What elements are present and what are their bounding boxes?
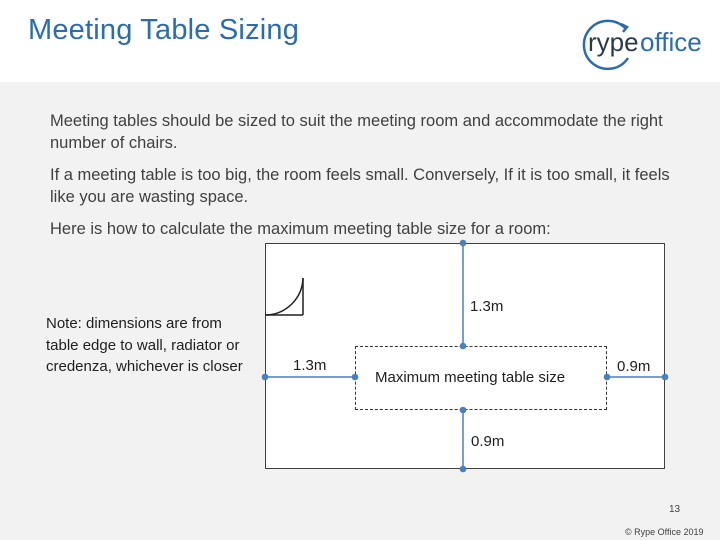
right-dimension-label: 0.9m (617, 358, 651, 375)
slide-title: Meeting Table Sizing (28, 14, 300, 46)
size-paragraph: If a meeting table is too big, the room feels small. Conversely, If it is too small, it feels like you are wasting space. (50, 166, 670, 206)
logo-text-rype: rype (588, 27, 639, 57)
left-dimension-label: 1.3m (293, 357, 327, 374)
table-label: Maximum meeting table size (375, 369, 566, 386)
top-dimension-label: 1.3m (470, 298, 504, 315)
page-number: 13 (669, 504, 681, 515)
copyright-text: © Rype Office 2019 (625, 527, 704, 537)
intro-paragraph: Meeting tables should be sized to suit the meeting room and accommodate the right number of chairs. (50, 112, 663, 152)
dimension-note: Note: dimensions are from table edge to wall, radiator or credenza, whichever is closer (46, 315, 243, 375)
bottom-dimension-label: 0.9m (471, 433, 505, 450)
logo-text-office: office (640, 27, 702, 57)
calculation-paragraph: Here is how to calculate the maximum meeting table size for a room: (50, 220, 551, 238)
